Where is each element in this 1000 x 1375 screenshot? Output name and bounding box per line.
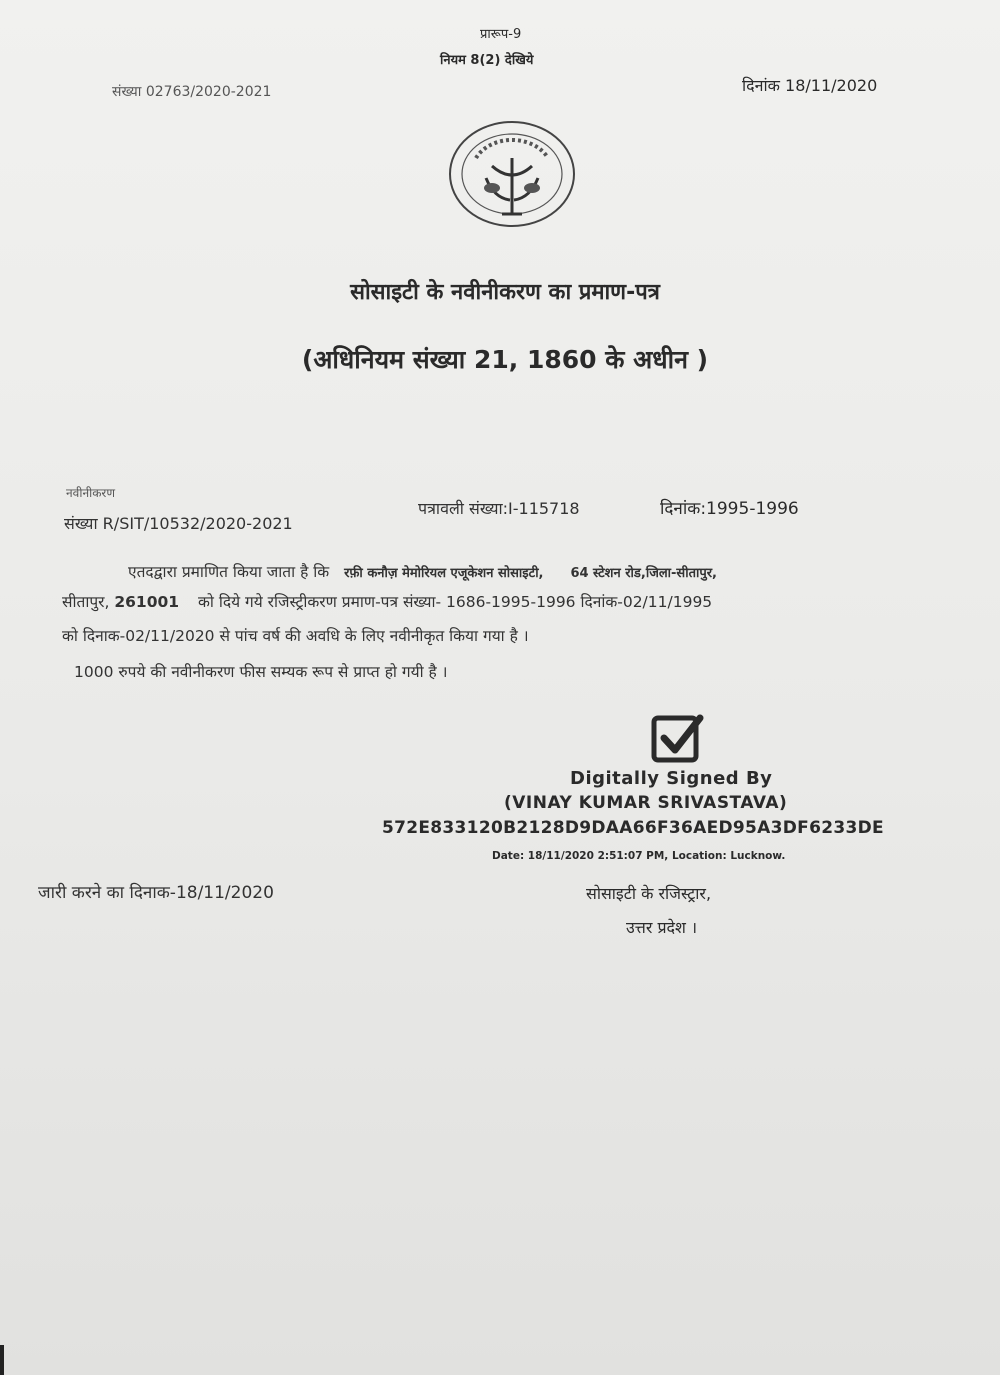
- registrar-state: उत्तर प्रदेश ।: [626, 918, 698, 937]
- society-address: 64 स्टेशन रोड,जिला-सीतापुर,: [570, 566, 717, 581]
- line1-prefix: एतदद्वारा प्रमाणित किया जाता है कि: [128, 563, 330, 581]
- line2-pin: 261001: [114, 593, 180, 611]
- uttar-pradesh-emblem-icon: [446, 118, 578, 230]
- renewal-label: नवीनीकरण: [66, 486, 116, 500]
- registrar-title: सोसाइटी के रजिस्ट्रार,: [586, 884, 712, 903]
- issue-date: जारी करने का दिनाक-18/11/2020: [38, 883, 274, 903]
- signature-date-location: Date: 18/11/2020 2:51:07 PM, Location: Lucknow.: [492, 850, 786, 862]
- signature-hash: 572E833120B2128D9DAA66F36AED95A3DF6233DE: [382, 818, 884, 838]
- line2-rest: को दिये गये रजिस्ट्रीकरण प्रमाण-पत्र संख्या- 1686-1995-1996 दिनांक-02/11/1995: [198, 593, 713, 611]
- check-box-icon: [650, 710, 706, 766]
- scan-edge: [0, 1345, 4, 1375]
- certificate-subtitle: (अधिनियम संख्या 21, 1860 के अधीन ): [301, 345, 709, 374]
- file-date: दिनांक:1995-1996: [660, 499, 799, 519]
- reference-number: संख्या 02763/2020-2021: [112, 84, 272, 100]
- form-number: प्रारूप-9: [480, 27, 522, 42]
- signer-name: (VINAY KUMAR SRIVASTAVA): [504, 793, 788, 813]
- certificate-title: सोसाइटी के नवीनीकरण का प्रमाण-पत्र: [350, 280, 660, 305]
- society-name: रफ़ी कनौज़ मेमोरियल एजूकेशन सोसाइटी,: [344, 566, 544, 581]
- body-line-3: को दिनाक-02/11/2020 से पांच वर्ष की अवधि के लिए नवीनीकृत किया गया है ।: [62, 627, 529, 645]
- body-line-4: 1000 रुपये की नवीनीकरण फीस सम्यक रूप से प्राप्त हो गयी है ।: [74, 663, 448, 681]
- renewal-number: संख्या R/SIT/10532/2020-2021: [64, 514, 293, 533]
- body-line-2: [62, 590, 712, 612]
- line2-city: सीतापुर,: [62, 593, 110, 611]
- file-number: पत्रावली संख्या:I-115718: [418, 499, 580, 518]
- body-line-1: [128, 560, 717, 582]
- rule-reference: नियम 8(2) देखिये: [440, 53, 534, 68]
- issue-date-top: दिनांक 18/11/2020: [742, 76, 878, 95]
- digital-signature-label: Digitally Signed By: [570, 768, 773, 789]
